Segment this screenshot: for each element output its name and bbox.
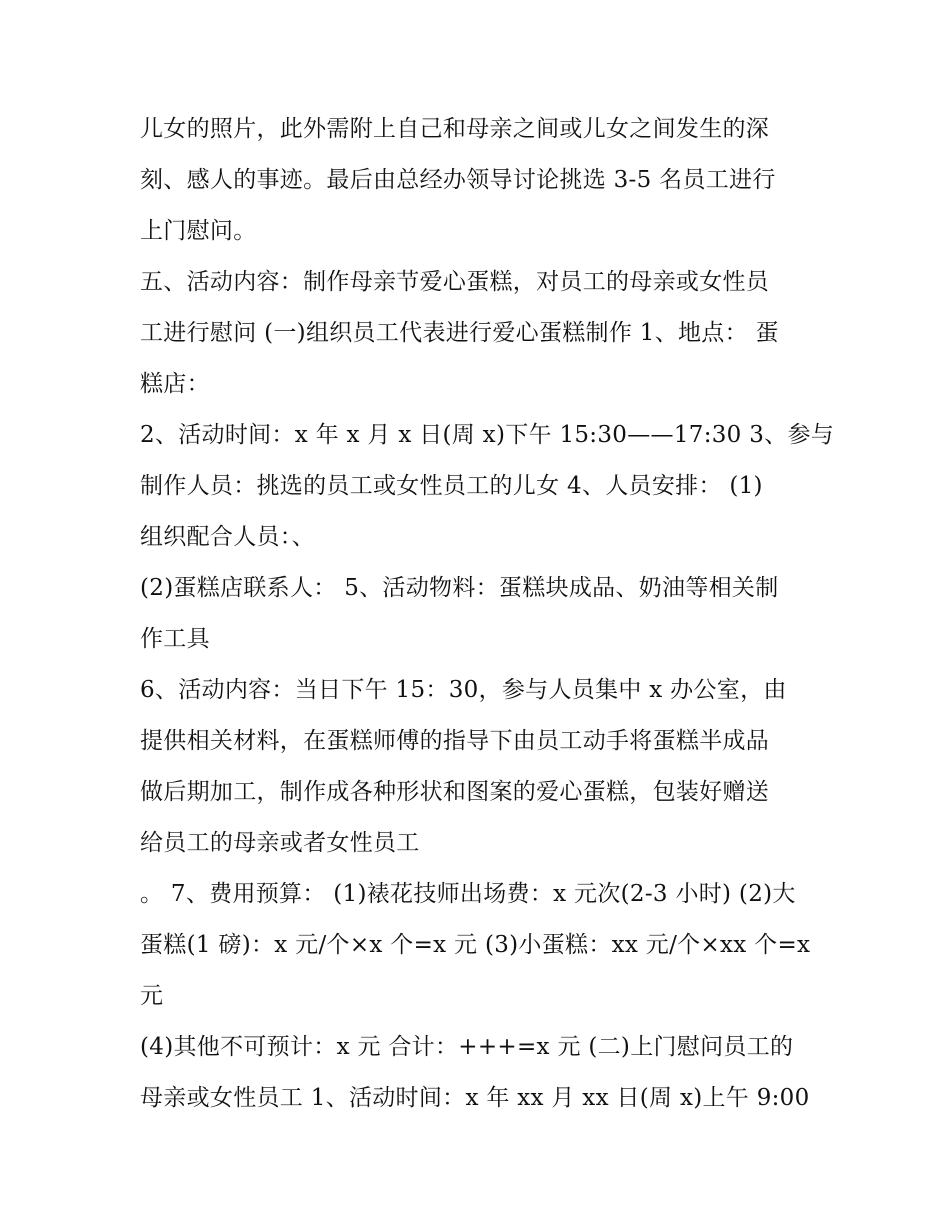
text-line: 元 [140, 983, 164, 1009]
text-line: 2、活动时间：x 年 x 月 x 日(周 x)下午 15:30——17:30 3、参与 [140, 422, 835, 448]
text-line: (2)蛋糕店联系人： 5、活动物料：蛋糕块成品、奶油等相关制 [140, 575, 779, 601]
text-line: 给员工的母亲或者女性员工 [140, 830, 420, 856]
text-line: 五、活动内容：制作母亲节爱心蛋糕，对员工的母亲或女性员 [140, 269, 770, 295]
text-line: 儿女的照片，此外需附上自己和母亲之间或儿女之间发生的深 [140, 116, 770, 142]
text-line: 做后期加工，制作成各种形状和图案的爱心蛋糕，包装好赠送 [140, 779, 770, 805]
text-line: 工进行慰问 (一)组织员工代表进行爱心蛋糕制作 1、地点： 蛋 [140, 320, 779, 346]
text-line: 糕店： [140, 371, 210, 397]
text-line: (4)其他不可预计：x 元 合计：+++=x 元 (二)上门慰问员工的 [140, 1034, 794, 1060]
text-line: 提供相关材料，在蛋糕师傅的指导下由员工动手将蛋糕半成品 [140, 728, 770, 754]
text-line: 作工具 [140, 626, 210, 652]
text-line: 6、活动内容：当日下午 15：30，参与人员集中 x 办公室，由 [140, 677, 787, 703]
text-line: 制作人员：挑选的员工或女性员工的儿女 4、人员安排： (1) [140, 473, 763, 499]
text-line: 。 7、费用预算： (1)裱花技师出场费：x 元次(2-3 小时) (2)大 [140, 881, 796, 907]
text-line: 蛋糕(1 磅)：x 元/个×x 个=x 元 (3)小蛋糕：xx 元/个×xx 个=x [140, 932, 811, 958]
text-line: 母亲或女性员工 1、活动时间：x 年 xx 月 xx 日(周 x)上午 9:00 [140, 1085, 810, 1111]
text-line: 刻、感人的事迹。最后由总经办领导讨论挑选 3-5 名员工进行 [140, 167, 776, 193]
text-line: 组织配合人员：、 [140, 524, 315, 550]
text-line: 上门慰问。 [140, 218, 257, 244]
document-body [140, 104, 835, 1124]
